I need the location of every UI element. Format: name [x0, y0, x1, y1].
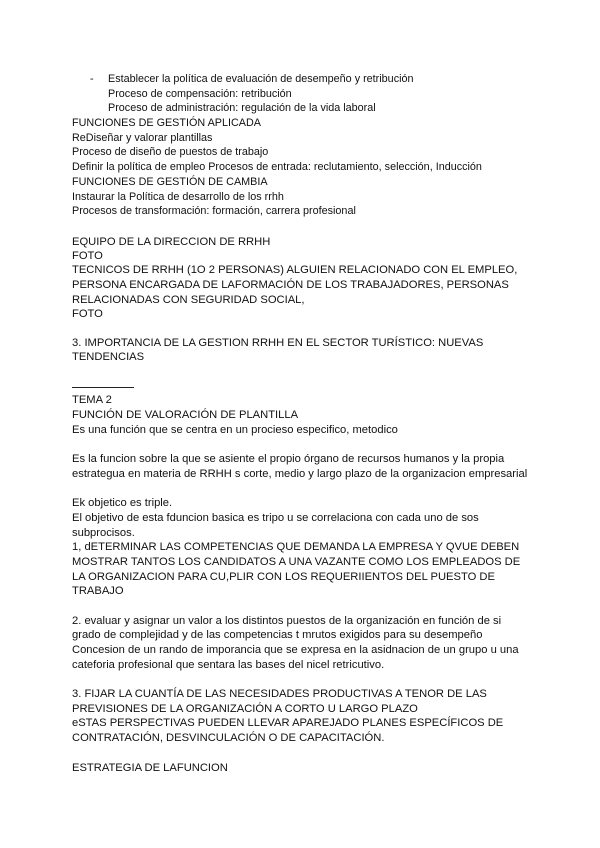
text-line: eSTAS PERSPECTIVAS PUEDEN LLEVAR APAREJADO PLANES ESPECÍFICOS DE [72, 717, 504, 729]
text-line: PERSONA ENCARGADA DE LAFORMACIÓN DE LOS TRABAJADORES, PERSONAS [72, 279, 509, 291]
text-line: CONTRATACIÓN, DESVINCULACIÓN O DE CAPACITACIÓN. [72, 732, 385, 744]
section-heading: ESTRATEGIA DE LAFUNCION [72, 762, 228, 774]
section-heading: FUNCIONES DE GESTIÓN DE CAMBIA [72, 176, 268, 188]
indented-line: Proceso de compensación: retribución [108, 88, 292, 100]
indented-line: Proceso de administración: regulación de la vida laboral [108, 102, 376, 114]
text-line: Concesion de un rando de imporancia que se expresa en la asidnacion de un grupo u una [72, 644, 519, 656]
section-heading: TEMA 2 [72, 394, 112, 406]
text-line: TRABAJO [72, 585, 124, 597]
text-line: 1, dETERMINAR LAS COMPETENCIAS QUE DEMANDA LA EMPRESA Y QVUE DEBEN [72, 541, 520, 553]
section-heading: EQUIPO DE LA DIRECCION DE RRHH [72, 236, 271, 248]
text-line: TENDENCIAS [72, 351, 145, 363]
text-line: Procesos de transformación: formación, carrera profesional [72, 205, 356, 217]
text-line: TECNICOS DE RRHH (1O 2 PERSONAS) ALGUIEN RELACIONADO CON EL EMPLEO, [72, 264, 518, 276]
text-line: estrategua en materia de RRHH s corte, medio y largo plazo de la organizacion empresarial [72, 468, 528, 480]
text-line: PREVISIONES DE LA ORGANIZACIÓN A CORTO U LARGO PLAZO [72, 703, 418, 715]
text-line: ReDiseñar y valorar plantillas [72, 132, 213, 144]
text-line: Es una función que se centra en un procieso especifico, metodico [72, 424, 398, 436]
text-line: MOSTRAR TANTOS LOS CANDIDATOS A UNA VAZANTE COMO LOS EMPLEADOS DE [72, 556, 521, 568]
text-line: grado de complejidad y de las competencias t mrutos exigidos para su desempeño [72, 629, 483, 641]
text-line: El objetivo de esta fduncion basica es tripo u se correlaciona con cada uno de sos [72, 512, 479, 524]
text-line: subprocisos. [72, 527, 135, 539]
bullet-line: Establecer la política de evaluación de desempeño y retribución [108, 73, 414, 85]
section-heading: FUNCIÓN DE VALORACIÓN DE PLANTILLA [72, 409, 299, 421]
text-line: 2. evaluar y asignar un valor a los distintos puestos de la organización en función de si [72, 615, 502, 627]
text-line: FOTO [72, 308, 103, 320]
text-line: Instaurar la Política de desarrollo de los rrhh [72, 191, 284, 203]
text-line: cateforia profesional que sentara las bases del nicel retricutivo. [72, 659, 385, 671]
text-line: Definir la política de empleo Procesos de entrada: reclutamiento, selección, Inducción [72, 161, 482, 173]
text-line: LA ORGANIZACION PARA CU,PLIR CON LOS REQUERIIENTOS DEL PUESTO DE [72, 571, 495, 583]
horizontal-rule [72, 387, 134, 388]
section-heading: FUNCIONES DE GESTIÓN APLICADA [72, 117, 261, 129]
bullet-dash: - [90, 73, 94, 85]
text-line: Ek objetico es triple. [72, 497, 173, 509]
text-line: Proceso de diseño de puestos de trabajo [72, 146, 269, 158]
text-line: RELACIONADAS CON SEGURIDAD SOCIAL, [72, 294, 305, 306]
section-heading: 3. IMPORTANCIA DE LA GESTION RRHH EN EL SECTOR TURÍSTICO: NUEVAS [72, 337, 484, 349]
text-line: FOTO [72, 250, 103, 262]
text-line: 3. FIJAR LA CUANTÍA DE LAS NECESIDADES PRODUCTIVAS A TENOR DE LAS [72, 688, 487, 700]
text-line: Es la funcion sobre la que se asiente el propio órgano de recursos humanos y la propia [72, 453, 505, 465]
